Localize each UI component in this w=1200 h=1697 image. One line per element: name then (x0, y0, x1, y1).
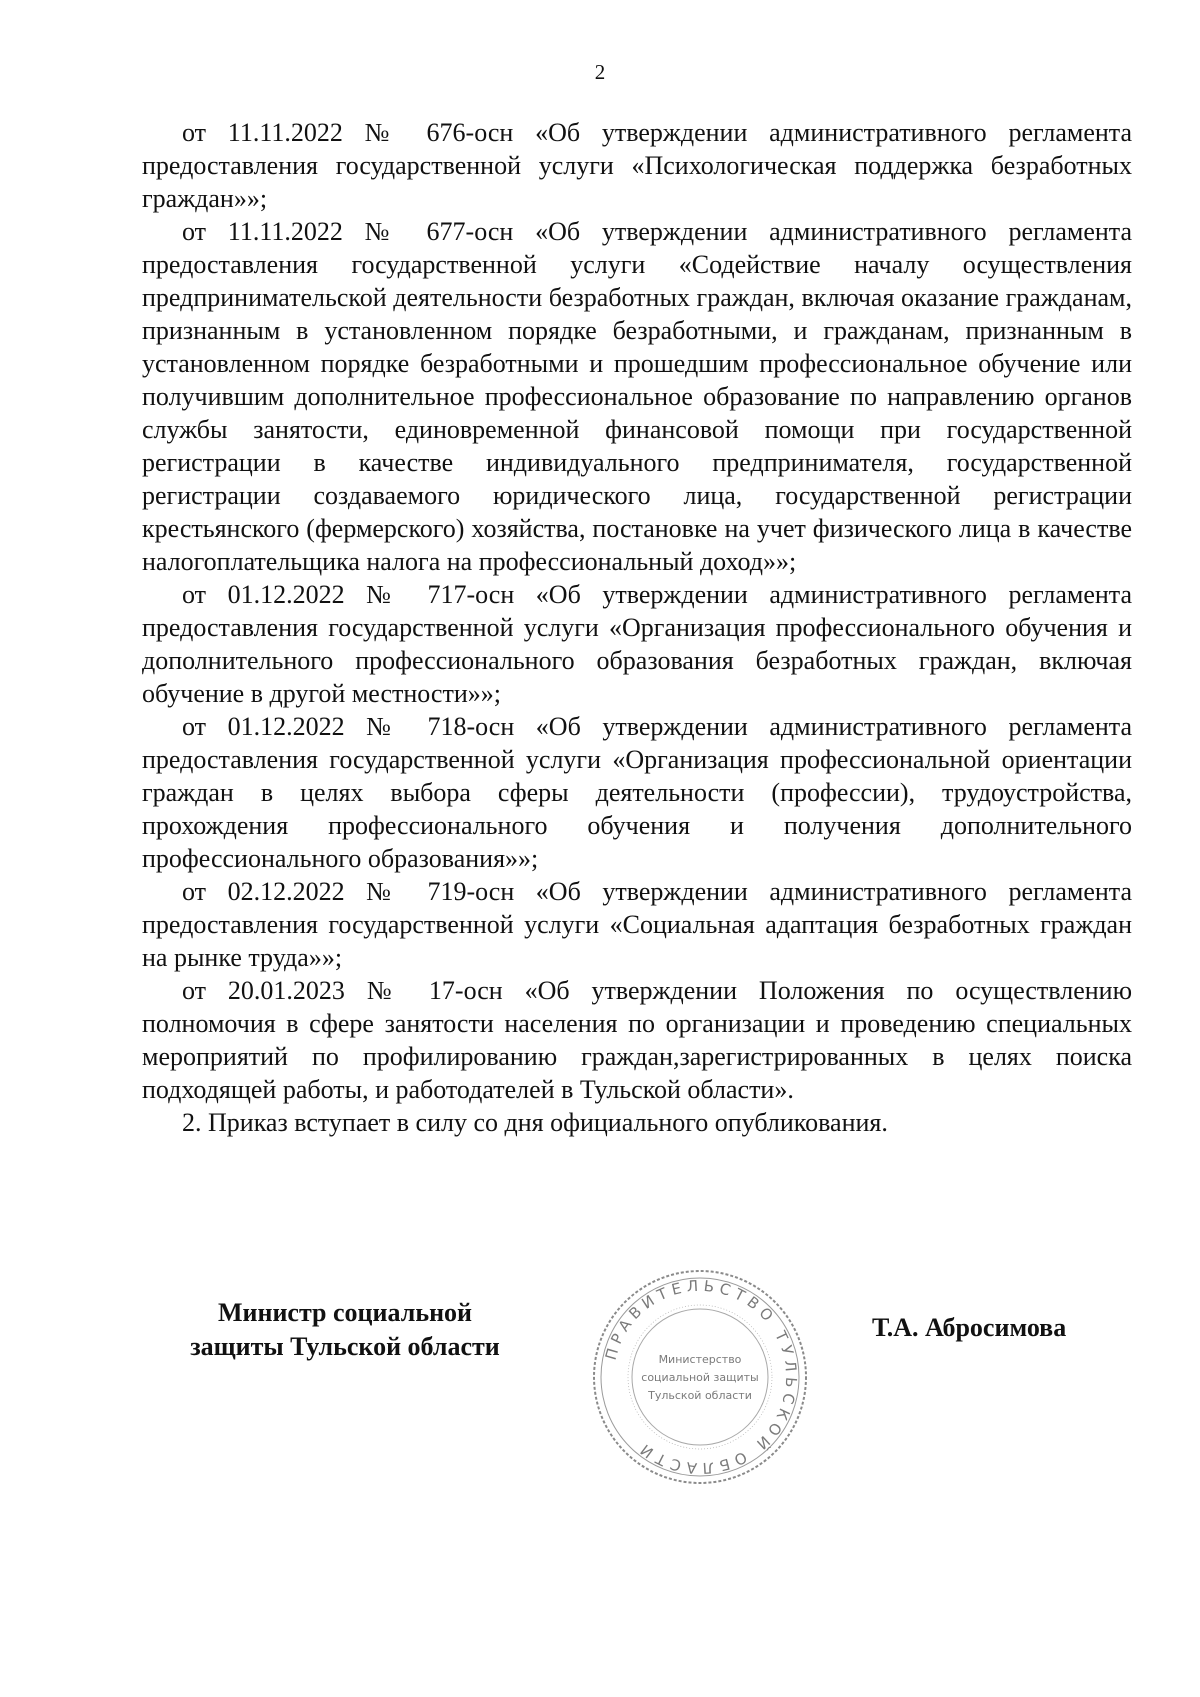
official-seal (590, 1267, 810, 1487)
list-item: от 11.11.2022 № 676-осн «Об утверждении административного регламента предоставления государственной услуги «Психологическая поддержка безработных граждан»»; (142, 118, 1132, 213)
signatory-title-line-1: Министр социальной (217, 1298, 473, 1327)
seal-inner-line-3: Тульской области (648, 1389, 752, 1402)
list-item: от 20.01.2023 № 17-осн «Об утверждении Положения по осуществлению полномочия в сфере занятости населения по организации и проведению специальных мероприятий по профилированию граждан,зарегистрированных в целях поиска подходящей работы, и работодателей в Тульской области». (142, 976, 1132, 1104)
page-number: 2 (594, 60, 606, 84)
clause-2: 2. Приказ вступает в силу со дня официального опубликования. (182, 1108, 888, 1137)
list-item: от 01.12.2022 № 718-осн «Об утверждении административного регламента предоставления государственной услуги «Организация профессиональной ориентации граждан в целях выбора сферы деятельности (профессии), трудоустройства, прохождения профессионального обучения и получения дополнительного профессионального образования»»; (142, 712, 1132, 873)
list-item: от 01.12.2022 № 717-осн «Об утверждении административного регламента предоставления государственной услуги «Организация профессионального обучения и дополнительного профессионального образования безработных граждан, включая обучение в другой местности»»; (142, 580, 1132, 708)
signatory-name: Т.А. Абросимова (872, 1313, 1067, 1342)
list-item: от 11.11.2022 № 677-осн «Об утверждении административного регламента предоставления государственной услуги «Содействие началу осуществления предпринимательской деятельности безработных граждан, включая оказание гражданам, признанным в установленном порядке безработными, и гражданам, признанным в установленном порядке безработными и прошедшим профессиональное обучение или получившим дополнительное профессиональное образование по направлению органов службы занятости, единовременной финансовой помощи при государственной регистрации в качестве индивидуального предпринимателя, государственной регистрации создаваемого юридического лица, государственной регистрации крестьянского (фермерского) хозяйства, постановке на учет физического лица в качестве налогоплательщика налога на профессиональный доход»»; (142, 217, 1132, 576)
seal-outer-text: ПРАВИТЕЛЬСТВО ТУЛЬСКОЙ ОБЛАСТИ (601, 1276, 801, 1478)
list-item: от 02.12.2022 № 719-осн «Об утверждении административного регламента предоставления государственной услуги «Социальная адаптация безработных граждан на рынке труда»»; (142, 877, 1132, 972)
signatory-title-line-2: защиты Тульской области (190, 1332, 500, 1361)
seal-inner-line-2: социальной защиты (641, 1371, 759, 1384)
seal-inner-line-1: Министерство (658, 1353, 742, 1366)
signatory-title (160, 1296, 530, 1364)
document-body (142, 116, 1132, 1139)
